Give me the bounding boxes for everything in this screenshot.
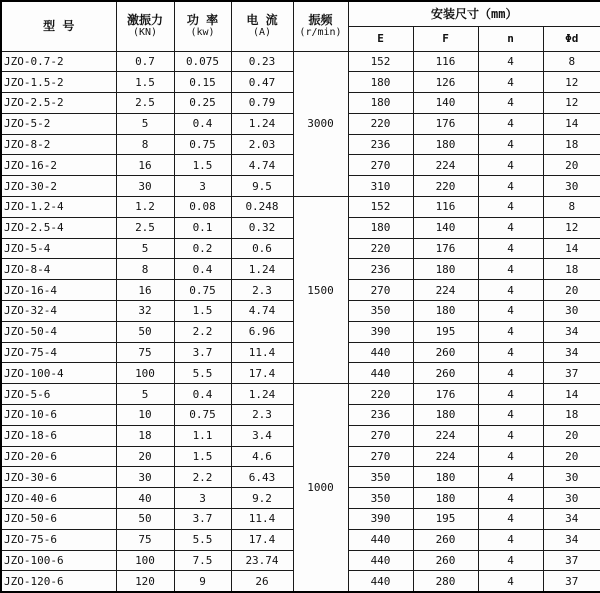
dim-n-cell: 4 — [478, 342, 543, 363]
power-cell: 0.2 — [174, 238, 231, 259]
dim-d-cell: 20 — [543, 425, 600, 446]
model-cell: JZO-1.5-2 — [1, 72, 116, 93]
model-cell: JZO-20-6 — [1, 446, 116, 467]
power-cell: 0.4 — [174, 384, 231, 405]
force-cell: 50 — [116, 509, 174, 530]
dim-n-cell: 4 — [478, 197, 543, 218]
dim-e-cell: 220 — [348, 238, 413, 259]
dim-d-cell: 34 — [543, 529, 600, 550]
current-cell: 11.4 — [231, 342, 293, 363]
force-cell: 20 — [116, 446, 174, 467]
dim-f-cell: 260 — [413, 529, 478, 550]
model-cell: JZO-0.7-2 — [1, 51, 116, 72]
col-header-dim-f: F — [413, 26, 478, 51]
current-cell: 4.74 — [231, 301, 293, 322]
dim-n-cell: 4 — [478, 405, 543, 426]
col-header-dim-d: Φd — [543, 26, 600, 51]
current-cell: 1.24 — [231, 384, 293, 405]
dim-e-cell: 440 — [348, 363, 413, 384]
current-cell: 6.43 — [231, 467, 293, 488]
dim-n-cell: 4 — [478, 51, 543, 72]
dim-d-cell: 30 — [543, 467, 600, 488]
model-cell: JZO-75-6 — [1, 529, 116, 550]
dim-n-cell: 4 — [478, 550, 543, 571]
dim-d-cell: 34 — [543, 509, 600, 530]
dim-d-cell: 30 — [543, 176, 600, 197]
col-header-current-label: 电 流 — [246, 13, 278, 28]
dim-e-cell: 350 — [348, 488, 413, 509]
dim-n-cell: 4 — [478, 384, 543, 405]
model-cell: JZO-30-2 — [1, 176, 116, 197]
power-cell: 0.75 — [174, 134, 231, 155]
table-header — [1, 1, 600, 51]
dim-n-cell: 4 — [478, 363, 543, 384]
dim-e-cell: 220 — [348, 113, 413, 134]
power-cell: 2.2 — [174, 321, 231, 342]
current-cell: 9.5 — [231, 176, 293, 197]
dim-e-cell: 440 — [348, 571, 413, 592]
power-cell: 5.5 — [174, 363, 231, 384]
model-cell: JZO-5-2 — [1, 113, 116, 134]
power-cell: 5.5 — [174, 529, 231, 550]
dim-f-cell: 180 — [413, 259, 478, 280]
force-cell: 75 — [116, 342, 174, 363]
model-cell: JZO-2.5-4 — [1, 217, 116, 238]
current-cell: 4.74 — [231, 155, 293, 176]
force-cell: 32 — [116, 301, 174, 322]
power-cell: 0.4 — [174, 259, 231, 280]
dim-n-cell: 4 — [478, 72, 543, 93]
dim-d-cell: 12 — [543, 93, 600, 114]
power-cell: 0.25 — [174, 93, 231, 114]
dim-d-cell: 12 — [543, 72, 600, 93]
dim-d-cell: 8 — [543, 197, 600, 218]
col-header-install-dims: 安装尺寸（mm） — [348, 1, 600, 26]
col-header-current-unit: (A) — [252, 27, 272, 39]
model-cell: JZO-8-4 — [1, 259, 116, 280]
force-cell: 0.7 — [116, 51, 174, 72]
power-cell: 0.4 — [174, 113, 231, 134]
dim-e-cell: 236 — [348, 405, 413, 426]
dim-d-cell: 30 — [543, 301, 600, 322]
col-header-force-label: 激振力 — [126, 13, 163, 28]
dim-e-cell: 390 — [348, 321, 413, 342]
power-cell: 3.7 — [174, 509, 231, 530]
current-cell: 4.6 — [231, 446, 293, 467]
current-cell: 0.79 — [231, 93, 293, 114]
dim-e-cell: 390 — [348, 509, 413, 530]
power-cell: 1.5 — [174, 301, 231, 322]
dim-f-cell: 224 — [413, 155, 478, 176]
col-header-force-unit: (KN) — [132, 27, 158, 39]
dim-f-cell: 140 — [413, 217, 478, 238]
dim-f-cell: 195 — [413, 509, 478, 530]
dim-e-cell: 180 — [348, 93, 413, 114]
dim-n-cell: 4 — [478, 217, 543, 238]
dim-f-cell: 180 — [413, 134, 478, 155]
force-cell: 40 — [116, 488, 174, 509]
model-cell: JZO-5-4 — [1, 238, 116, 259]
col-header-freq-unit: (r/min) — [299, 27, 342, 39]
col-header-freq — [293, 1, 348, 51]
dim-e-cell: 236 — [348, 259, 413, 280]
freq-cell: 3000 — [293, 51, 348, 197]
current-cell: 1.24 — [231, 113, 293, 134]
dim-e-cell: 152 — [348, 197, 413, 218]
dim-n-cell: 4 — [478, 509, 543, 530]
model-cell: JZO-10-6 — [1, 405, 116, 426]
force-cell: 1.2 — [116, 197, 174, 218]
dim-f-cell: 224 — [413, 280, 478, 301]
dim-f-cell: 280 — [413, 571, 478, 592]
dim-d-cell: 14 — [543, 384, 600, 405]
dim-e-cell: 350 — [348, 301, 413, 322]
power-cell: 7.5 — [174, 550, 231, 571]
col-header-current — [231, 1, 293, 51]
dim-e-cell: 220 — [348, 384, 413, 405]
col-header-model — [1, 1, 116, 51]
current-cell: 0.248 — [231, 197, 293, 218]
model-cell: JZO-32-4 — [1, 301, 116, 322]
dim-d-cell: 18 — [543, 134, 600, 155]
dim-n-cell: 4 — [478, 425, 543, 446]
dim-e-cell: 270 — [348, 425, 413, 446]
col-header-model-label: 型 号 — [43, 19, 75, 34]
current-cell: 17.4 — [231, 363, 293, 384]
model-cell: JZO-8-2 — [1, 134, 116, 155]
dim-n-cell: 4 — [478, 321, 543, 342]
dim-f-cell: 260 — [413, 342, 478, 363]
col-header-dim-e: E — [348, 26, 413, 51]
dim-f-cell: 140 — [413, 93, 478, 114]
force-cell: 30 — [116, 176, 174, 197]
dim-f-cell: 260 — [413, 363, 478, 384]
dim-f-cell: 180 — [413, 301, 478, 322]
dim-e-cell: 236 — [348, 134, 413, 155]
dim-f-cell: 180 — [413, 488, 478, 509]
current-cell: 6.96 — [231, 321, 293, 342]
force-cell: 2.5 — [116, 93, 174, 114]
dim-f-cell: 116 — [413, 51, 478, 72]
model-cell: JZO-16-2 — [1, 155, 116, 176]
dim-n-cell: 4 — [478, 155, 543, 176]
model-cell: JZO-30-6 — [1, 467, 116, 488]
power-cell: 0.1 — [174, 217, 231, 238]
dim-d-cell: 37 — [543, 550, 600, 571]
model-cell: JZO-50-4 — [1, 321, 116, 342]
force-cell: 2.5 — [116, 217, 174, 238]
dim-e-cell: 270 — [348, 155, 413, 176]
dim-n-cell: 4 — [478, 113, 543, 134]
current-cell: 1.24 — [231, 259, 293, 280]
dim-d-cell: 8 — [543, 51, 600, 72]
force-cell: 16 — [116, 280, 174, 301]
model-cell: JZO-16-4 — [1, 280, 116, 301]
power-cell: 0.75 — [174, 280, 231, 301]
current-cell: 2.03 — [231, 134, 293, 155]
model-cell: JZO-120-6 — [1, 571, 116, 592]
current-cell: 2.3 — [231, 405, 293, 426]
force-cell: 75 — [116, 529, 174, 550]
dim-d-cell: 34 — [543, 321, 600, 342]
col-header-dim-n: n — [478, 26, 543, 51]
dim-d-cell: 20 — [543, 155, 600, 176]
model-cell: JZO-2.5-2 — [1, 93, 116, 114]
dim-n-cell: 4 — [478, 280, 543, 301]
power-cell: 0.075 — [174, 51, 231, 72]
dim-n-cell: 4 — [478, 467, 543, 488]
dim-f-cell: 176 — [413, 238, 478, 259]
table-row — [1, 384, 600, 405]
dim-n-cell: 4 — [478, 238, 543, 259]
force-cell: 120 — [116, 571, 174, 592]
power-cell: 3 — [174, 176, 231, 197]
power-cell: 1.1 — [174, 425, 231, 446]
current-cell: 23.74 — [231, 550, 293, 571]
force-cell: 10 — [116, 405, 174, 426]
power-cell: 1.5 — [174, 446, 231, 467]
current-cell: 0.32 — [231, 217, 293, 238]
model-cell: JZO-1.2-4 — [1, 197, 116, 218]
dim-d-cell: 14 — [543, 113, 600, 134]
dim-d-cell: 18 — [543, 259, 600, 280]
dim-n-cell: 4 — [478, 446, 543, 467]
dim-e-cell: 310 — [348, 176, 413, 197]
dim-n-cell: 4 — [478, 571, 543, 592]
force-cell: 5 — [116, 384, 174, 405]
dim-f-cell: 220 — [413, 176, 478, 197]
model-cell: JZO-40-6 — [1, 488, 116, 509]
dim-f-cell: 260 — [413, 550, 478, 571]
force-cell: 100 — [116, 550, 174, 571]
model-cell: JZO-100-4 — [1, 363, 116, 384]
dim-f-cell: 195 — [413, 321, 478, 342]
dim-f-cell: 180 — [413, 467, 478, 488]
col-header-freq-label: 振频 — [308, 13, 333, 28]
dim-n-cell: 4 — [478, 488, 543, 509]
dim-n-cell: 4 — [478, 259, 543, 280]
dim-d-cell: 20 — [543, 446, 600, 467]
current-cell: 0.47 — [231, 72, 293, 93]
dim-d-cell: 18 — [543, 405, 600, 426]
power-cell: 0.08 — [174, 197, 231, 218]
dim-d-cell: 37 — [543, 571, 600, 592]
force-cell: 1.5 — [116, 72, 174, 93]
force-cell: 18 — [116, 425, 174, 446]
dim-f-cell: 176 — [413, 113, 478, 134]
dim-f-cell: 126 — [413, 72, 478, 93]
dim-d-cell: 34 — [543, 342, 600, 363]
model-cell: JZO-100-6 — [1, 550, 116, 571]
dim-d-cell: 20 — [543, 280, 600, 301]
force-cell: 30 — [116, 467, 174, 488]
force-cell: 8 — [116, 134, 174, 155]
dim-n-cell: 4 — [478, 301, 543, 322]
current-cell: 3.4 — [231, 425, 293, 446]
power-cell: 0.15 — [174, 72, 231, 93]
current-cell: 0.6 — [231, 238, 293, 259]
dim-f-cell: 116 — [413, 197, 478, 218]
col-header-power — [174, 1, 231, 51]
spec-table-body — [1, 51, 600, 592]
dim-e-cell: 440 — [348, 529, 413, 550]
current-cell: 2.3 — [231, 280, 293, 301]
model-cell: JZO-5-6 — [1, 384, 116, 405]
dim-f-cell: 224 — [413, 425, 478, 446]
dim-n-cell: 4 — [478, 134, 543, 155]
dim-e-cell: 180 — [348, 72, 413, 93]
dim-e-cell: 440 — [348, 342, 413, 363]
force-cell: 8 — [116, 259, 174, 280]
dim-d-cell: 37 — [543, 363, 600, 384]
force-cell: 5 — [116, 113, 174, 134]
col-header-force — [116, 1, 174, 51]
force-cell: 5 — [116, 238, 174, 259]
dim-e-cell: 270 — [348, 280, 413, 301]
table-row — [1, 197, 600, 218]
dim-e-cell: 440 — [348, 550, 413, 571]
dim-f-cell: 224 — [413, 446, 478, 467]
table-row — [1, 51, 600, 72]
force-cell: 100 — [116, 363, 174, 384]
power-cell: 0.75 — [174, 405, 231, 426]
current-cell: 26 — [231, 571, 293, 592]
current-cell: 9.2 — [231, 488, 293, 509]
power-cell: 1.5 — [174, 155, 231, 176]
force-cell: 16 — [116, 155, 174, 176]
current-cell: 11.4 — [231, 509, 293, 530]
model-cell: JZO-18-6 — [1, 425, 116, 446]
power-cell: 3 — [174, 488, 231, 509]
dim-d-cell: 30 — [543, 488, 600, 509]
model-cell: JZO-75-4 — [1, 342, 116, 363]
freq-cell: 1500 — [293, 197, 348, 384]
dim-e-cell: 180 — [348, 217, 413, 238]
dim-f-cell: 180 — [413, 405, 478, 426]
dim-n-cell: 4 — [478, 93, 543, 114]
dim-e-cell: 152 — [348, 51, 413, 72]
dim-d-cell: 14 — [543, 238, 600, 259]
power-cell: 3.7 — [174, 342, 231, 363]
dim-d-cell: 12 — [543, 217, 600, 238]
dim-e-cell: 350 — [348, 467, 413, 488]
dim-n-cell: 4 — [478, 176, 543, 197]
dim-e-cell: 270 — [348, 446, 413, 467]
current-cell: 0.23 — [231, 51, 293, 72]
model-cell: JZO-50-6 — [1, 509, 116, 530]
dim-n-cell: 4 — [478, 529, 543, 550]
col-header-power-label: 功 率 — [186, 13, 219, 28]
col-header-power-unit: (kw) — [190, 27, 215, 39]
current-cell: 17.4 — [231, 529, 293, 550]
force-cell: 50 — [116, 321, 174, 342]
power-cell: 2.2 — [174, 467, 231, 488]
power-cell: 9 — [174, 571, 231, 592]
freq-cell: 1000 — [293, 384, 348, 592]
dim-f-cell: 176 — [413, 384, 478, 405]
